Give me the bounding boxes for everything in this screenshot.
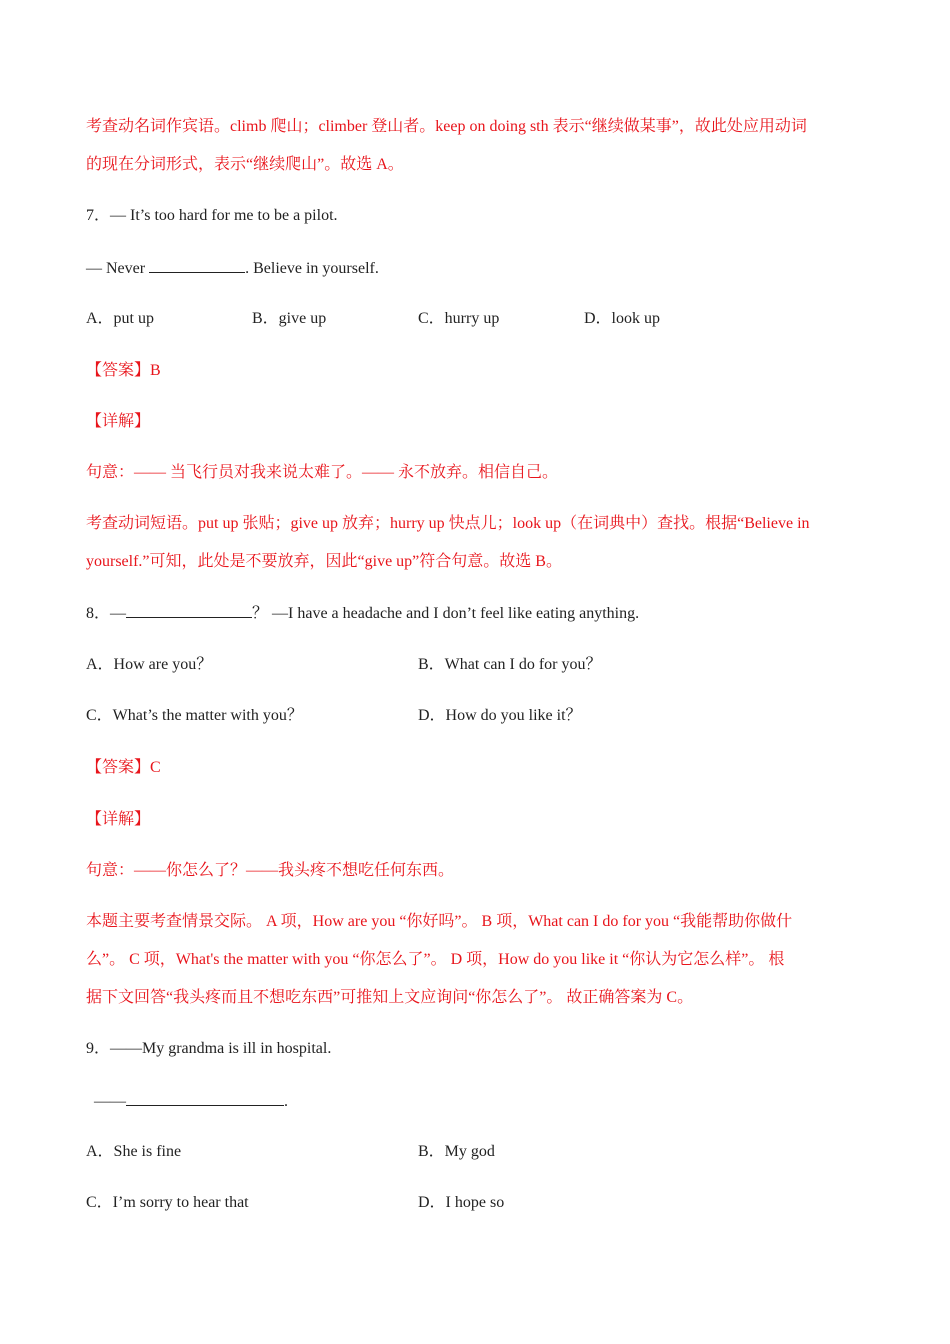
q8-answer: 【答案】C [86,759,161,776]
q7-meaning: 句意：—— 当飞行员对我来说太难了。—— 永不放弃。相信自己。 [86,464,559,481]
q7-reply [86,258,379,279]
q8-detail-label: 【详解】 [86,811,151,828]
q7-analysis-line-2: yourself.”可知，此处是不要放弃，因此“give up”符合句意。故选 B。 [86,553,562,570]
q7-analysis-line-1: 考查动词短语。put up 张贴；give up 放弃；hurry up 快点儿；look up（在词典中）查找。根据“Believe in [86,515,810,532]
q8-analysis-line-3: 据下文回答“我头疼而且不想吃东西”可推知上文应询问“你怎么了”。 故正确答案为 C。 [86,989,694,1006]
q9-reply [94,1091,288,1112]
q7-reply-suffix: . Believe in yourself. [245,260,379,277]
q8-option-a: A．How are you？ [86,656,213,673]
q6-analysis-line-1: 考查动名词作宾语。climb 爬山；climber 登山者。keep on doing sth 表示“继续做某事”，故此处应用动词 [86,118,807,135]
q9-option-d: D．I hope so [418,1194,505,1211]
q8-analysis-line-2: 么”。 C 项，What's the matter with you “你怎么了”。 D 项，How do you like it “你认为它怎么样”。 根 [86,951,785,968]
q6-analysis-line-2: 的现在分词形式，表示“继续爬山”。故选 A。 [86,156,404,173]
answer-blank [126,603,252,618]
q7-option-c: C．hurry up [418,310,500,327]
q9-reply-prefix: —— [94,1093,126,1110]
answer-blank [149,258,245,273]
q7-option-a: A．put up [86,310,155,327]
q8-stem [86,603,639,624]
q7-option-d: D．look up [584,310,661,327]
q7-option-b: B．give up [252,310,327,327]
q9-option-b: B．My god [418,1143,495,1160]
q8-option-b: B．What can I do for you？ [418,656,602,673]
q8-option-c: C．What’s the matter with you？ [86,707,303,724]
q9-stem: 9．——My grandma is ill in hospital. [86,1040,332,1057]
answer-blank [126,1091,284,1106]
q7-stem: 7．— It’s too hard for me to be a pilot. [86,207,338,224]
q8-meaning: 句意：——你怎么了？——我头疼不想吃任何东西。 [86,862,455,879]
q9-option-a: A．She is fine [86,1143,182,1160]
q8-option-d: D．How do you like it？ [418,707,582,724]
q7-reply-prefix: — Never [86,260,150,277]
q9-reply-suffix: . [284,1093,288,1110]
q8-stem-suffix: ？ —I have a headache and I don’t feel like eating anything. [252,605,640,622]
q9-option-c: C．I’m sorry to hear that [86,1194,249,1211]
q8-stem-prefix: 8．— [86,605,127,622]
q7-detail-label: 【详解】 [86,413,151,430]
q7-answer: 【答案】B [86,362,161,379]
q8-analysis-line-1: 本题主要考查情景交际。 A 项，How are you “你好吗”。 B 项，What can I do for you “我能帮助你做什 [86,913,793,930]
